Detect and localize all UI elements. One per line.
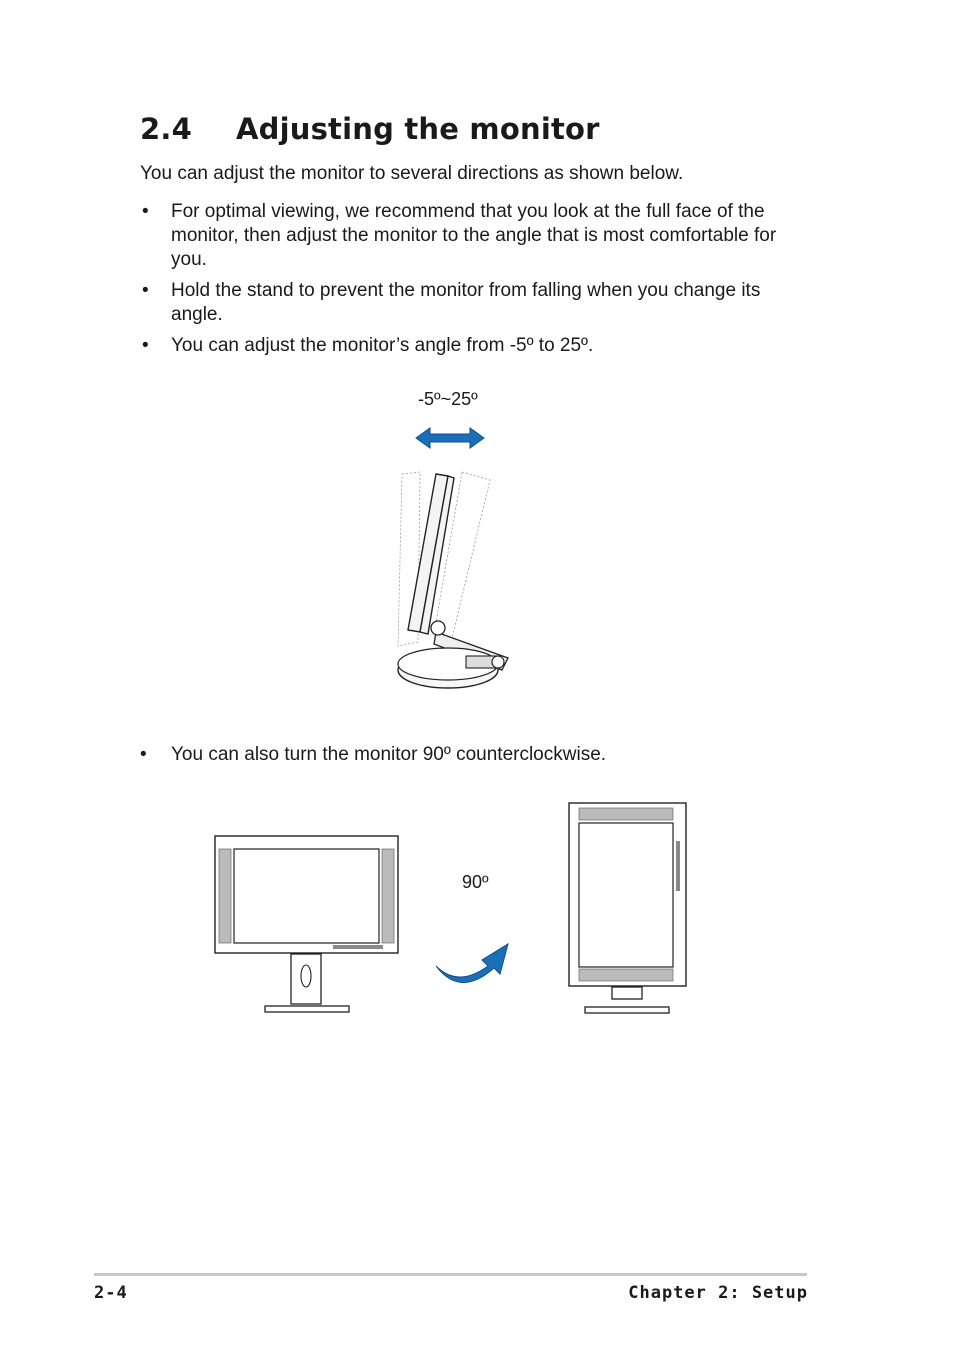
section-title: Adjusting the monitor bbox=[236, 112, 600, 146]
footer-divider bbox=[94, 1273, 807, 1276]
intro-paragraph: You can adjust the monitor to several directions as shown below. bbox=[140, 163, 684, 184]
rotate-curved-arrow-icon bbox=[432, 940, 512, 986]
monitor-portrait-front-illustration bbox=[567, 801, 691, 1016]
list-item: • You can adjust the monitor’s angle from -5º to 25º. bbox=[142, 335, 594, 356]
tilt-double-arrow-icon bbox=[410, 424, 490, 452]
list-item: • You can also turn the monitor 90º counterclockwise. bbox=[140, 744, 607, 765]
bullet-dot: • bbox=[142, 280, 149, 301]
list-item: • Hold the stand to prevent the monitor from falling when you change its angle. bbox=[142, 280, 761, 325]
list-item: • For optimal viewing, we recommend that you look at the full face of the monitor, then adjust the monitor to the angle that is most comfortable for you. bbox=[142, 201, 777, 270]
section-number: 2.4 bbox=[140, 112, 192, 146]
bullet-dot: • bbox=[142, 201, 149, 222]
chapter-title: Chapter 2: Setup bbox=[628, 1283, 808, 1303]
bullet-list bbox=[140, 200, 800, 365]
bullet-dot: • bbox=[140, 744, 147, 765]
bullet-dot: • bbox=[142, 335, 149, 356]
page-number: 2-4 bbox=[94, 1283, 128, 1303]
monitor-landscape-front-illustration bbox=[213, 834, 403, 1016]
rotate-angle-label: 90º bbox=[462, 872, 489, 892]
tilt-angle-label: -5º~25º bbox=[418, 389, 478, 409]
monitor-tilt-side-view-illustration bbox=[390, 462, 520, 694]
section-heading bbox=[140, 112, 600, 146]
